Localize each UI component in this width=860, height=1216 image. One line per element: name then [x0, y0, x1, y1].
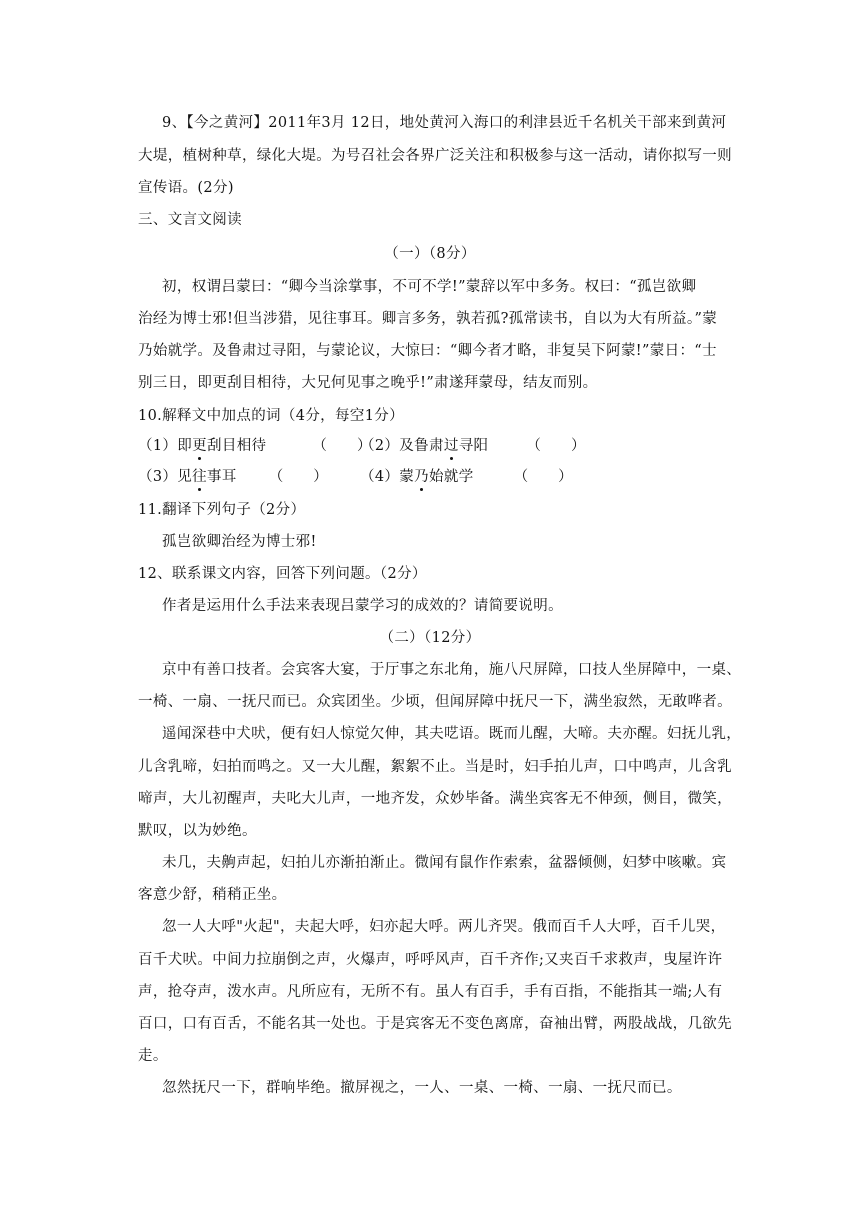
passage1-heading: （一）（8分） — [384, 246, 476, 262]
passage1-line-1: 初，权谓吕蒙曰：“卿今当涂掌事，不可不学!”蒙辞以军中多务。权曰：“孤岂欲卿 — [162, 279, 697, 295]
passage2-line-7: 未几，夫齁声起，妇拍儿亦渐拍渐止。微闻有鼠作作索索，盆器倾侧，妇梦中咳嗽。宾 — [162, 855, 727, 871]
q10-item-3: （3）见往事耳 （ ） — [138, 469, 329, 485]
emphasis-dot: 更 — [192, 438, 207, 454]
q10-item-4: （4）蒙乃始就学 （ ） — [360, 469, 573, 485]
passage2-line-14: 忽然抚尺一下，群响毕绝。撤屏视之，一人、一桌、一椅、一扇、一抚尺而已。 — [162, 1080, 682, 1096]
q11-sentence: 孤岂欲卿治经为博士邪! — [162, 534, 317, 550]
q10-item-1: （1）即更刮目相待 （ ） — [138, 438, 372, 454]
passage1-line-4: 别三日，即更刮目相待，大兄何见事之晚乎!”肃遂拜蒙母，结友而别。 — [138, 375, 598, 391]
q9-line-1: 9、【今之黄河】2011年3月 12日，地处黄河入海口的利津县近千名机关干部来到黄河 — [162, 115, 727, 131]
q9-line-3: 宣传语。(2分) — [138, 180, 234, 196]
passage2-line-11: 声，抢夺声，泼水声。凡所应有，无所不有。虽人有百手，手有百指，不能指其一端;人有 — [138, 984, 723, 1000]
passage1-line-3: 乃始就学。及鲁肃过寻阳，与蒙论议，大惊曰：“卿今者才略，非复吴下阿蒙!”蒙日：“士 — [138, 343, 717, 359]
passage2-line-10: 百千犬吠。中间力拉崩倒之声，火爆声，呼呼风声，百千齐作;又夹百千求救声，曳屋许许 — [138, 952, 723, 968]
q12-prompt: 12、联系课文内容，回答下列问题。（2分） — [138, 566, 427, 582]
passage2-line-13: 走。 — [138, 1048, 168, 1064]
q10-item-2: （2）及鲁肃过寻阳 （ ） — [360, 438, 586, 454]
emphasis-dot: 乃 — [414, 469, 429, 485]
passage2-line-6: 默叹，以为妙绝。 — [138, 823, 257, 839]
passage2-line-2: 一椅、一扇、一抚尺而已。众宾团坐。少顷，但闻屏障中抚尺一下，满坐寂然，无敢哗者。 — [138, 694, 732, 710]
passage2-line-3: 遥闻深巷中犬吠，便有妇人惊觉欠伸，其夫呓语。既而儿醒，大啼。夫亦醒。妇抚儿乳， — [162, 726, 742, 742]
q10-prompt: 10.解释文中加点的词（4分，每空1分） — [138, 408, 405, 424]
passage2-line-12: 百口，口有百舌，不能名其一处也。于是宾客无不变色离席，奋袖出臂，两股战战，几欲先 — [138, 1016, 732, 1032]
emphasis-dot: 过 — [443, 438, 459, 454]
q9-line-2: 大堤，植树种草，绿化大堤。为号召社会各界广泛关注和积极参与这一活动，请你拟写一则 — [138, 148, 732, 164]
q11-prompt: 11.翻译下列句子（2分） — [138, 502, 306, 518]
passage2-line-4: 儿含乳啼，妇拍而鸣之。又一大儿醒，絮絮不止。当是时，妇手拍儿声，口中鸣声，儿含乳 — [138, 759, 732, 775]
emphasis-dot: 往 — [192, 469, 207, 485]
passage2-line-8: 客意少舒，稍稍正坐。 — [138, 887, 287, 903]
section-heading: 三、文言文阅读 — [138, 212, 242, 228]
passage2-line-1: 京中有善口技者。会宾客大宴，于厅事之东北角，施八尺屏障，口技人坐屏障中，一桌、 — [162, 662, 742, 678]
passage1-line-2: 治经为博士邪!但当涉猎，见往事耳。卿言多务，孰若孤?孤常读书，自以为大有所益。”蒙 — [138, 311, 718, 327]
passage2-line-9: 忽一人大呼"火起"，夫起大呼，妇亦起大呼。两儿齐哭。俄而百千人大呼，百千儿哭， — [162, 919, 726, 935]
passage2-line-5: 啼声，大儿初醒声，夫叱大儿声，一地齐发，众妙毕备。满坐宾客无不伸颈，侧目，微笑， — [138, 791, 732, 807]
passage2-heading: （二）（12分） — [379, 630, 481, 646]
q12-question: 作者是运用什么手法来表现吕蒙学习的成效的？请简要说明。 — [162, 598, 563, 614]
